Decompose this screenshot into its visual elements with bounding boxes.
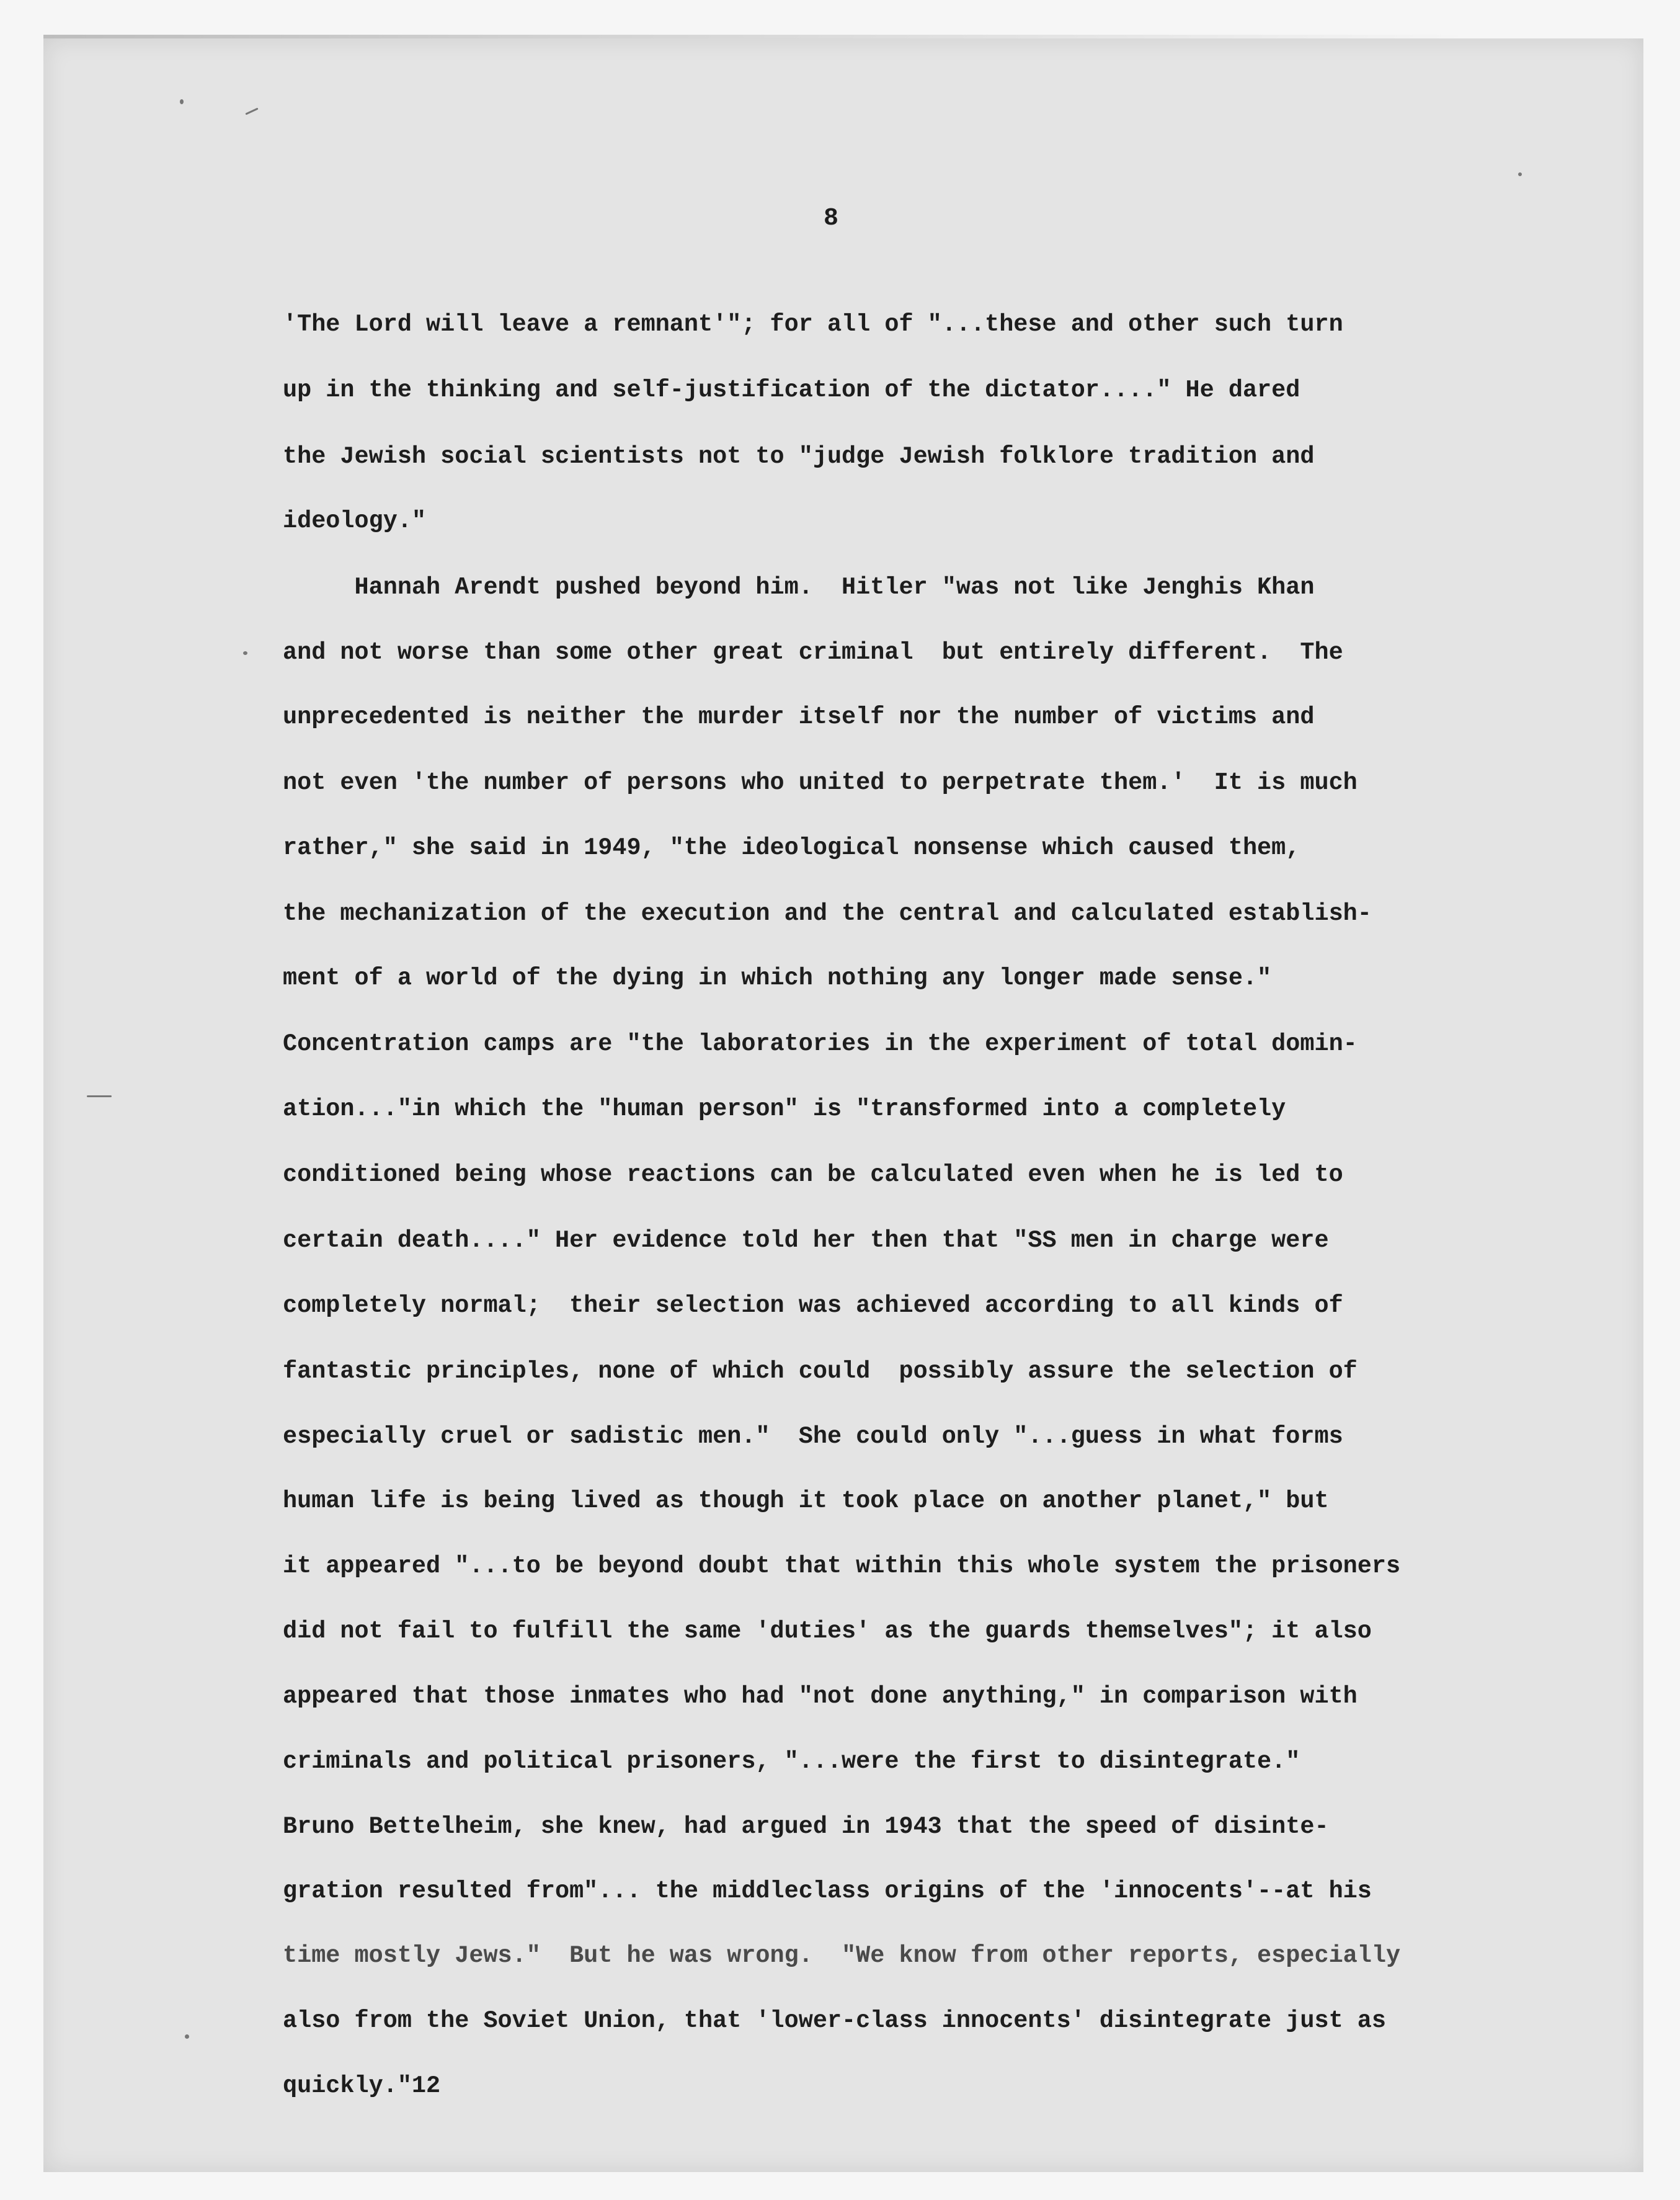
text-line: did not fail to fulfill the same 'duties' as the guards themselves"; it also bbox=[283, 1618, 1372, 1645]
scan-speck bbox=[243, 651, 247, 655]
text-line: ation..."in which the "human person" is "transformed into a completely bbox=[283, 1095, 1286, 1123]
text-line: certain death...." Her evidence told her then that "SS men in charge were bbox=[283, 1227, 1329, 1254]
scan-speck bbox=[1518, 172, 1522, 176]
text-line: Concentration camps are "the laboratories in the experiment of total domin- bbox=[283, 1030, 1358, 1058]
text-line: time mostly Jews." But he was wrong. "We know from other reports, especially bbox=[283, 1942, 1401, 1969]
text-line: the mechanization of the execution and the central and calculated establish- bbox=[283, 900, 1372, 927]
text-line: the Jewish social scientists not to "judge Jewish folklore tradition and bbox=[283, 443, 1315, 470]
text-line: not even 'the number of persons who united to perpetrate them.' It is much bbox=[283, 769, 1358, 796]
text-line: human life is being lived as though it took place on another planet," but bbox=[283, 1487, 1329, 1515]
text-line: Hannah Arendt pushed beyond him. Hitler "was not like Jenghis Khan bbox=[283, 574, 1315, 601]
text-line: and not worse than some other great criminal but entirely different. The bbox=[283, 639, 1343, 666]
scan-speck bbox=[185, 2034, 189, 2039]
text-line: rather," she said in 1949, "the ideological nonsense which caused them, bbox=[283, 834, 1300, 862]
text-line: also from the Soviet Union, that 'lower-class innocents' disintegrate just as bbox=[283, 2007, 1386, 2034]
scan-speck bbox=[87, 1095, 112, 1097]
text-line: up in the thinking and self-justification of the dictator...." He dared bbox=[283, 376, 1300, 404]
text-line: unprecedented is neither the murder itself nor the number of victims and bbox=[283, 703, 1315, 731]
text-line: completely normal; their selection was achieved according to all kinds of bbox=[283, 1292, 1343, 1319]
text-line: quickly."12 bbox=[283, 2072, 441, 2100]
text-line: ment of a world of the dying in which nothing any longer made sense." bbox=[283, 964, 1272, 992]
text-line: 'The Lord will leave a remnant'"; for all of "...these and other such turn bbox=[283, 311, 1343, 338]
text-line: especially cruel or sadistic men." She could only "...guess in what forms bbox=[283, 1423, 1343, 1450]
text-line: criminals and political prisoners, "...were the first to disintegrate." bbox=[283, 1748, 1300, 1775]
text-line: ideology." bbox=[283, 507, 427, 535]
text-line: fantastic principles, none of which could possibly assure the selection of bbox=[283, 1358, 1358, 1385]
text-line: appeared that those inmates who had "not done anything," in comparison with bbox=[283, 1683, 1358, 1710]
scan-speck bbox=[180, 99, 184, 104]
text-line: conditioned being whose reactions can be calculated even when he is led to bbox=[283, 1161, 1343, 1188]
page-number: 8 bbox=[823, 205, 838, 233]
text-line: Bruno Bettelheim, she knew, had argued in 1943 that the speed of disinte- bbox=[283, 1813, 1329, 1840]
text-line: gration resulted from"... the middleclass origins of the 'innocents'--at his bbox=[283, 1877, 1372, 1905]
text-line: it appeared "...to be beyond doubt that within this whole system the prisoners bbox=[283, 1552, 1401, 1580]
